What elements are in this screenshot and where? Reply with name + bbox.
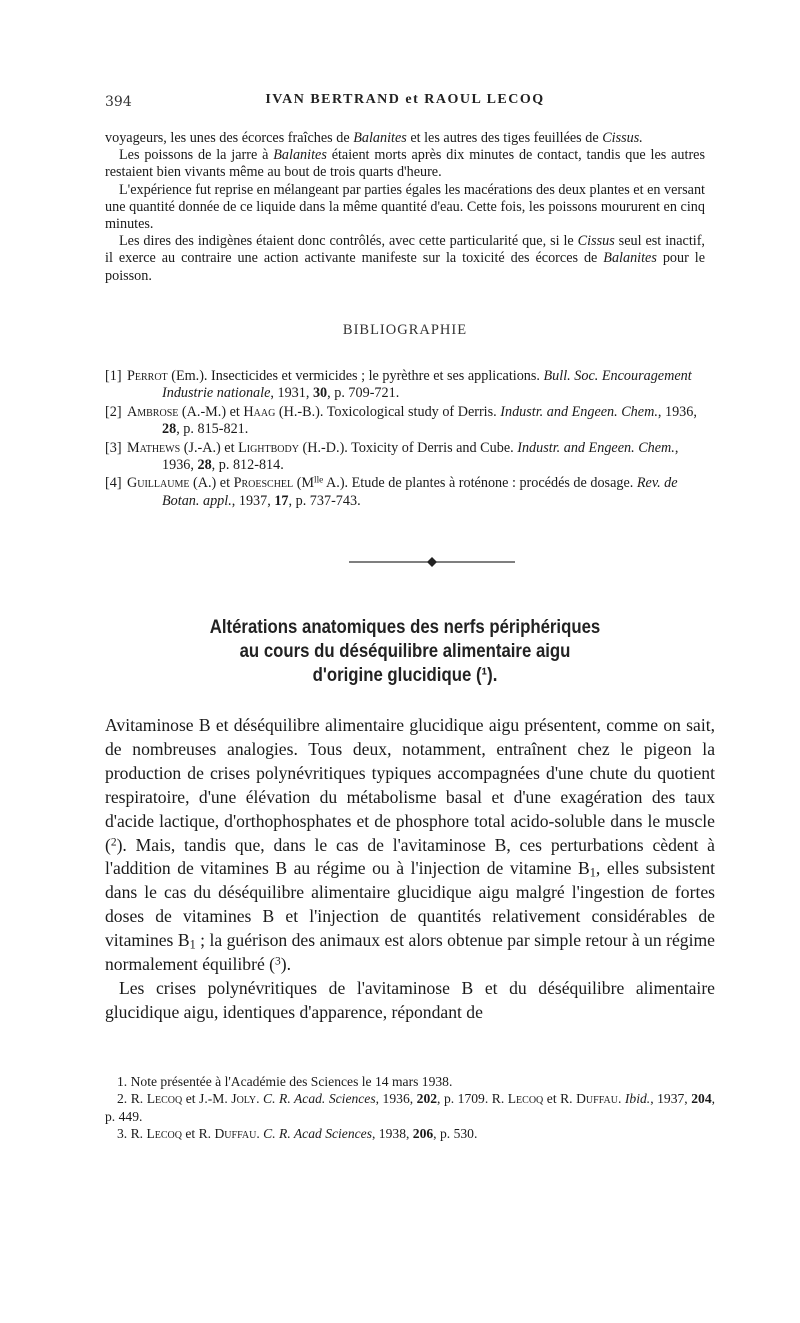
footnote-journal: C. R. Acad. Sciences xyxy=(263,1091,376,1107)
text-span: Les dires des indigènes étaient donc contrôlés, avec cette particularité que, si le xyxy=(119,233,578,250)
entry-author: Guillaume xyxy=(127,475,190,492)
entry-author: Ambrose xyxy=(127,403,179,420)
text-span: et R. xyxy=(543,1091,577,1107)
text-span: , 1937, xyxy=(650,1091,692,1107)
text-span: (J.-A.) et xyxy=(180,439,239,456)
text-span: ). xyxy=(280,954,291,975)
entry-title: Etude de plantes à roténone : procédés de dosage. xyxy=(351,475,637,492)
text-span: voyageurs, les unes des écorces fraîches de xyxy=(105,130,354,146)
footnote-author: Lecoq xyxy=(146,1091,183,1107)
text-span: (H.-B.). xyxy=(275,403,327,420)
text-span: et R. xyxy=(182,1126,215,1142)
text-span: (M xyxy=(293,475,315,492)
footnote-volume: 206 xyxy=(412,1126,434,1142)
entry-pages: , p. 812-814. xyxy=(211,457,284,474)
article-title-line xyxy=(147,663,663,687)
intro-paragraph: L'expérience fut reprise en mélangeant par parties égales les macérations des deux plantes et en versant une quantité donnée de ce liquide dans la même quantité d'eau. Cette fois, les poissons moururent en cinq minutes. xyxy=(105,181,705,233)
italic-span: Cissus. xyxy=(602,130,643,146)
entry-year: , 1937, xyxy=(231,492,275,509)
entry-number: [1] xyxy=(105,368,122,384)
entry-number: [2] xyxy=(105,403,122,420)
article-title-line: au cours du déséquilibre alimentaire aigu xyxy=(239,640,571,662)
entry-author: Perrot xyxy=(127,368,168,384)
text-span: (Em.). xyxy=(167,368,212,384)
footnote-journal: C. R. Acad Sciences xyxy=(263,1126,372,1142)
text-span: 2. R. xyxy=(117,1091,147,1107)
text-span: d'origine glucidique xyxy=(312,664,472,686)
text-span: . xyxy=(256,1126,264,1142)
entry-number: [3] xyxy=(105,439,122,456)
entry-author: Mathews xyxy=(127,439,181,456)
entry-title: Insecticides et vermicides ; le pyrèthre et ses applications. xyxy=(211,368,544,384)
text-span: , p. 1709. R. xyxy=(437,1091,508,1107)
italic-span: Balanites xyxy=(273,147,327,164)
footnote-author: Lecoq xyxy=(146,1126,182,1142)
footnote-volume: 202 xyxy=(416,1091,438,1107)
entry-author: Haag xyxy=(243,403,276,420)
article-body xyxy=(105,714,715,1025)
text-span: (H.-D.). xyxy=(298,439,352,456)
entry-pages: , p. 709-721. xyxy=(327,385,400,402)
text-span: , p. 449. xyxy=(105,1091,716,1124)
entry-pages: , p. 815-821. xyxy=(176,421,249,438)
footnote xyxy=(105,1125,715,1142)
section-divider-icon xyxy=(349,557,515,567)
entry-volume: 17 xyxy=(274,492,289,509)
superscript: lle xyxy=(314,474,324,485)
text-span: , elles subsistent dans le cas du déséquilibre alimentaire glucidique aigu malgré l'ingestion de fortes doses de vitamines B et l'injection de quantités relativement considérables de vitamines B xyxy=(105,858,716,951)
footnote-ref: 3 xyxy=(275,955,281,968)
entry-title: Toxicity of Derris and Cube. xyxy=(351,439,518,456)
text-span: et J.-M. xyxy=(182,1091,232,1107)
entry-volume: 30 xyxy=(312,385,328,402)
footnote-author: Joly xyxy=(231,1091,257,1107)
intro-paragraph xyxy=(105,147,705,181)
intro-text xyxy=(105,130,705,285)
text-span: pour le poisson. xyxy=(105,250,705,284)
text-span: , 1938, xyxy=(372,1126,413,1142)
article-title-line: Altérations anatomiques des nerfs périphériques xyxy=(209,616,601,638)
footnote-marker: (¹). xyxy=(475,664,498,686)
text-span: et les autres des tiges feuillées de xyxy=(406,130,603,146)
bibliography-entry xyxy=(105,475,705,510)
subscript: 1 xyxy=(589,865,596,880)
bibliography-title: BIBLIOGRAPHIE xyxy=(342,322,468,338)
entry-title: Toxicological study of Derris. xyxy=(326,403,501,420)
bibliography-entry xyxy=(105,404,705,439)
bibliography-list xyxy=(105,368,705,511)
entry-journal: Rev. de Botan. appl. xyxy=(162,475,678,509)
body-paragraph xyxy=(105,714,715,977)
footnote-journal: Ibid. xyxy=(624,1091,651,1107)
entry-author: Lightbody xyxy=(238,439,299,456)
intro-paragraph xyxy=(105,233,705,285)
entry-volume: 28 xyxy=(162,421,177,438)
page-number: 394 xyxy=(105,94,132,110)
text-span: étaient morts après dix minutes de contact, tandis que les autres restaient bien vivants même au bout de trois quarts d'heure. xyxy=(105,147,706,181)
text-span: . xyxy=(256,1091,264,1107)
text-span: , p. 530. xyxy=(433,1126,478,1142)
text-span: ; la guérison des animaux est alors obtenue par simple retour à un régime normalement équilibré ( xyxy=(105,930,715,975)
text-span: . xyxy=(617,1091,625,1107)
bibliography-entry xyxy=(105,440,705,475)
bibliography-entry xyxy=(105,368,705,403)
footnote-ref: 2 xyxy=(110,835,117,848)
italic-span: Cissus xyxy=(577,233,615,250)
text-span: seul est inactif, il exerce au contraire une action activante manifeste sur la toxicité des écorces de xyxy=(105,233,705,267)
text-span: A.). xyxy=(323,475,352,492)
italic-span: Balanites xyxy=(603,250,657,267)
footnote: 1. Note présentée à l'Académie des Sciences le 14 mars 1938. xyxy=(117,1074,453,1089)
entry-year: , 1931, xyxy=(270,385,313,402)
subscript: 1 xyxy=(189,937,196,952)
footnote-volume: 204 xyxy=(691,1091,712,1107)
text-span: (A.) et xyxy=(189,475,234,492)
text-span: Les poissons de la jarre à xyxy=(119,147,274,164)
entry-journal: Bull. Soc. Encouragement Industrie nationale xyxy=(162,368,692,402)
page-header xyxy=(105,92,705,114)
intro-paragraph xyxy=(105,130,705,147)
entry-author: Proeschel xyxy=(233,475,294,492)
entry-number: [4] xyxy=(105,475,122,492)
entry-year: , 1936, xyxy=(657,403,697,420)
entry-volume: 28 xyxy=(197,457,212,474)
running-title: IVAN BERTRAND et RAOUL LECOQ xyxy=(265,92,545,107)
entry-journal: Industr. and Engeen. Chem. xyxy=(517,439,675,456)
footnote-author: Duffau xyxy=(214,1126,257,1142)
entry-year: , 1936, xyxy=(162,439,679,474)
footnote-author: Duffau xyxy=(576,1091,618,1107)
footnote-author: Lecoq xyxy=(507,1091,544,1107)
footnotes xyxy=(105,1073,715,1143)
entry-journal: Industr. and Engeen. Chem. xyxy=(500,403,658,420)
text-span: (A.-M.) et xyxy=(178,403,244,420)
body-paragraph: Les crises polynévritiques de l'avitaminose B et du déséquilibre alimentaire glucidique aigu, identiques d'apparence, répondant de xyxy=(105,977,715,1022)
text-span: ). Mais, tandis que, dans le cas de l'avitaminose B, ces perturbations cèdent à l'addition de vitamines B au régime ou à l'injection de vitamine B xyxy=(105,834,715,879)
footnote xyxy=(105,1090,715,1125)
text-span: Avitaminose B et déséquilibre alimentaire glucidique aigu présentent, comme on sait, de nombreuses analogies. Tous deux, notamment, entraînent chez le pigeon la production de crises polynévritiques typiques accompagnées d'une chute du quotient respiratoire, d'une élévation du métabolisme basal et d'une exagération des taux d'acide lactique, d'orthophosphates et de phosphore total acido-soluble dans le muscle ( xyxy=(105,715,715,855)
text-span: , 1936, xyxy=(375,1091,417,1107)
entry-pages: , p. 737-743. xyxy=(288,492,361,509)
italic-span: Balanites xyxy=(353,130,407,146)
text-span: 3. R. xyxy=(117,1126,147,1142)
article-title xyxy=(105,615,705,687)
